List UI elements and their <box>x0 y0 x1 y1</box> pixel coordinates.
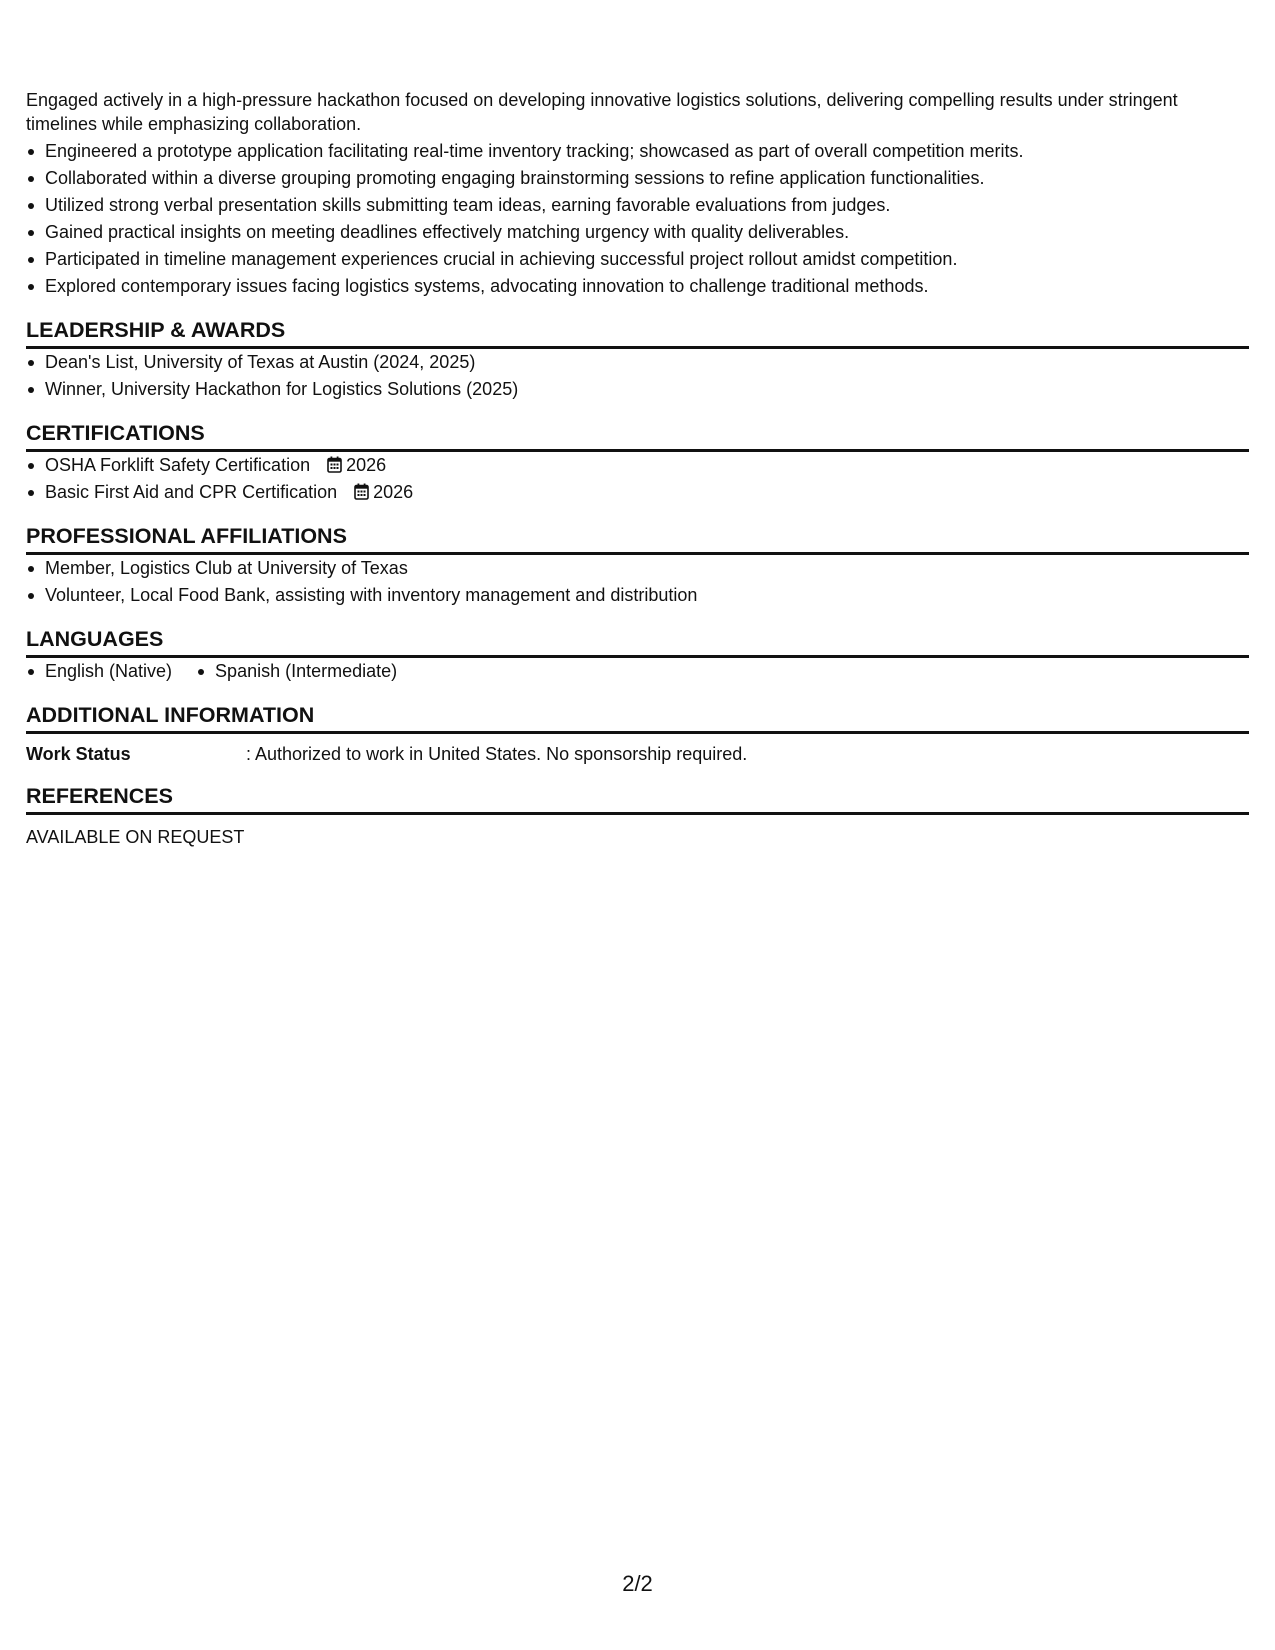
work-status-row <box>26 742 1249 766</box>
language-item: Spanish (Intermediate) <box>196 658 397 685</box>
resume-page <box>26 88 1249 849</box>
section-heading-certifications: CERTIFICATIONS <box>26 419 1249 452</box>
list-item: Volunteer, Local Food Bank, assisting with inventory management and distribution <box>26 582 1249 609</box>
certification-year: 2026 <box>373 482 414 502</box>
list-item: Utilized strong verbal presentation skills submitting team ideas, earning favorable evaluations from judges. <box>26 192 1249 219</box>
affiliations-list <box>26 555 1249 609</box>
list-item <box>26 452 1249 479</box>
certifications-list <box>26 452 1249 506</box>
languages-list <box>26 658 1249 685</box>
list-item <box>26 479 1249 506</box>
certification-year: 2026 <box>346 455 387 475</box>
section-heading-references: REFERENCES <box>26 782 1249 815</box>
leadership-list <box>26 349 1249 403</box>
certification-name: Basic First Aid and CPR Certification <box>45 482 338 502</box>
list-item: Member, Logistics Club at University of Texas <box>26 555 1249 582</box>
work-status-label: Work Status <box>26 744 131 764</box>
section-heading-additional-information: ADDITIONAL INFORMATION <box>26 701 1249 734</box>
list-item: Collaborated within a diverse grouping promoting engaging brainstorming sessions to refine application functionalities. <box>26 165 1249 192</box>
work-status-value: : Authorized to work in United States. No sponsorship required. <box>246 744 748 764</box>
language-item: English (Native) <box>26 658 172 685</box>
calendar-icon <box>327 456 342 473</box>
section-heading-languages: LANGUAGES <box>26 625 1249 658</box>
hackathon-bullet-list <box>26 138 1249 300</box>
list-item: Explored contemporary issues facing logistics systems, advocating innovation to challenge traditional methods. <box>26 273 1249 300</box>
page-number: 2/2 <box>622 1571 653 1596</box>
references-text: AVAILABLE ON REQUEST <box>26 827 245 847</box>
section-heading-leadership: LEADERSHIP & AWARDS <box>26 316 1249 349</box>
list-item: Winner, University Hackathon for Logistics Solutions (2025) <box>26 376 1249 403</box>
calendar-icon <box>354 483 369 500</box>
list-item: Engineered a prototype application facilitating real-time inventory tracking; showcased as part of overall competition merits. <box>26 138 1249 165</box>
certification-name: OSHA Forklift Safety Certification <box>45 455 311 475</box>
section-heading-affiliations: PROFESSIONAL AFFILIATIONS <box>26 522 1249 555</box>
hackathon-intro: Engaged actively in a high-pressure hackathon focused on developing innovative logistics solutions, delivering compelling results under stringent timelines while emphasizing collaboration. <box>26 90 1178 134</box>
list-item: Gained practical insights on meeting deadlines effectively matching urgency with quality deliverables. <box>26 219 1249 246</box>
list-item: Participated in timeline management experiences crucial in achieving successful project rollout amidst competition. <box>26 246 1249 273</box>
list-item: Dean's List, University of Texas at Austin (2024, 2025) <box>26 349 1249 376</box>
